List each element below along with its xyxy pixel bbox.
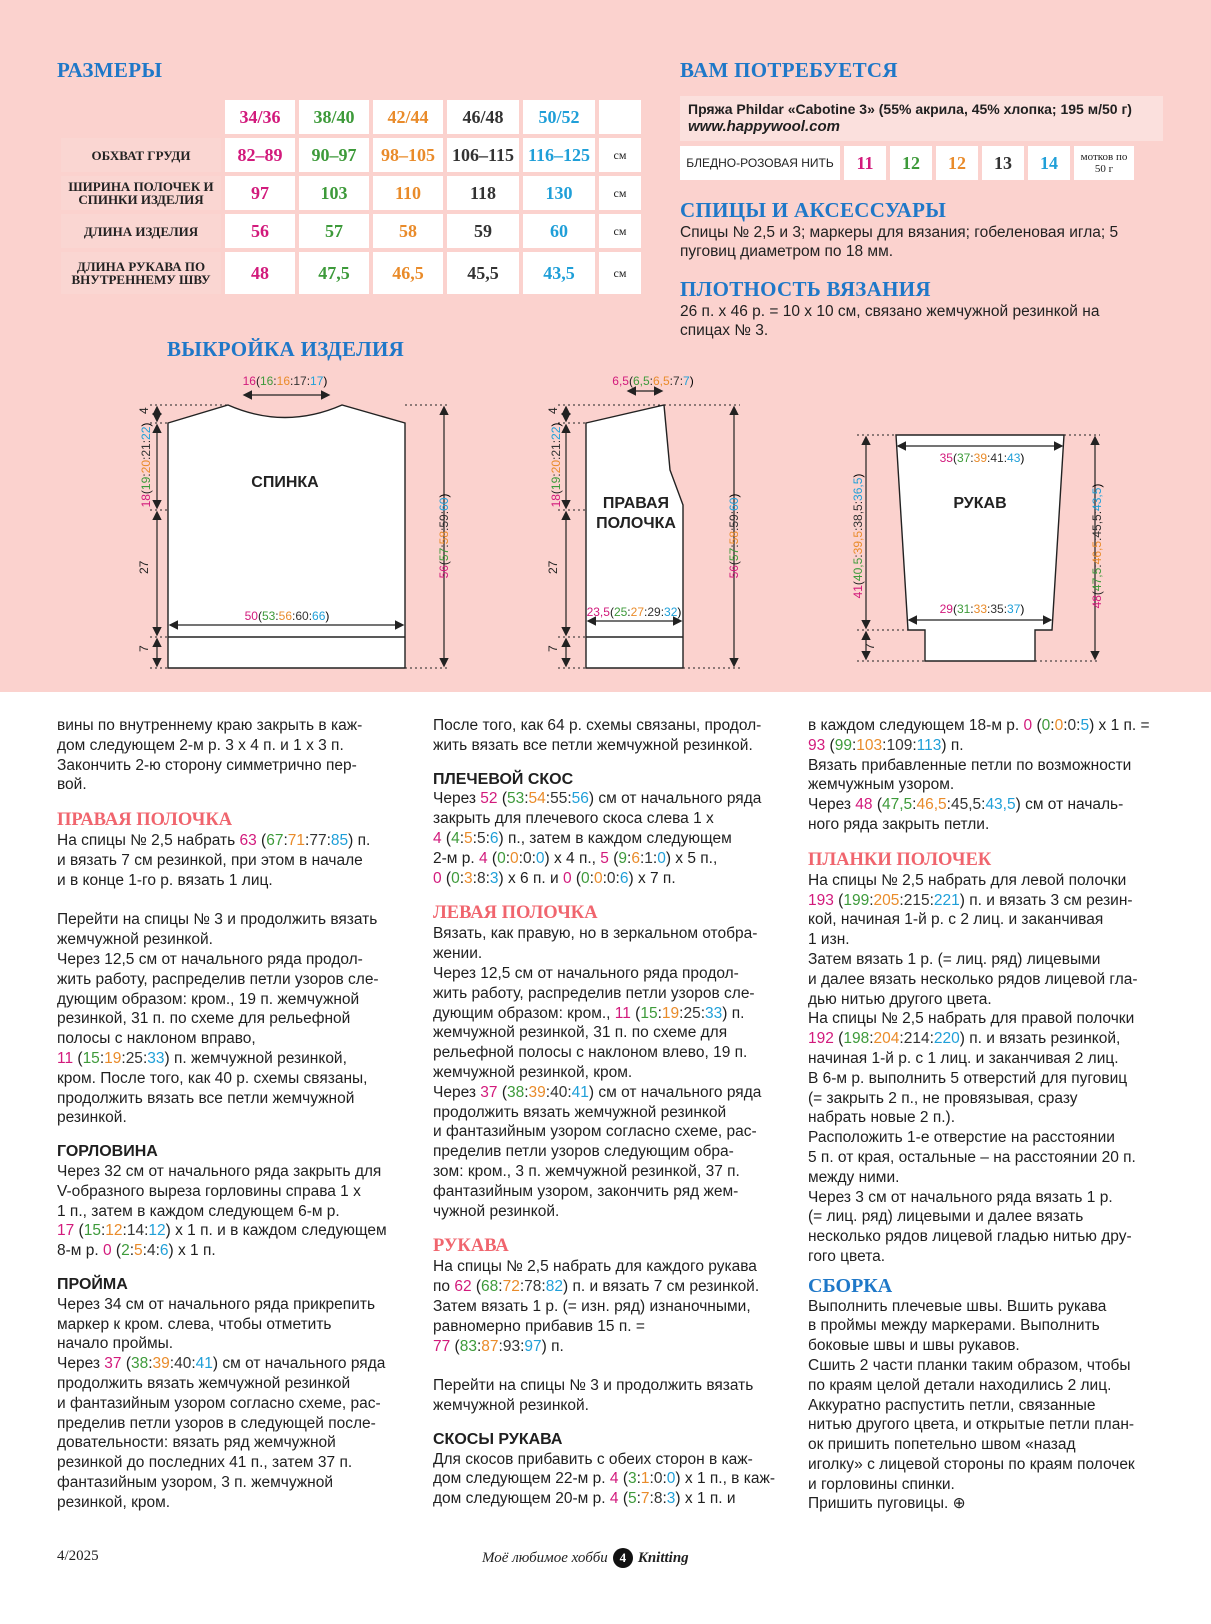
dim-part: ( [139,490,153,495]
dim-part: 60 [295,609,309,623]
section-heading: ПРОЙМА [57,1275,128,1293]
paragraph: На спицы № 2,5 набрать 63 (67:71:77:85) п. и вязать 7 см резинкой, при этом в начале и в конце 1-го р. вязать 1 лиц. Перейти на спицы № 3 и продолжить вязать жемчужной резинкой. Через 12,5 см от начального ряда продол- жить работу, распределив петли узоров сле- дующим образом: кром., 19 п. жемчужной резинкой, 31 п. по схеме для рельефной полосы с наклоном вправо, 11 (15:19:25:33) п. жемчужной резинкой, кром. После того, как 40 р. схемы связаны, продолжить вязать все петли жемчужной резинкой. [57,832,379,1127]
paragraph: Через 52 (53:54:55:56) см от начального ряда закрыть для плечевого скоса слева 1 х 4 (4:5:5:6) п., затем в каждом следующем 2-м р. 4 (0:0:0:0) х 4 п., 5 (9:6:1:0) х 5 п., 0 (0:3:8:3) х 6 п. и 0 (0:0:0:6) х 7 п. [433,790,762,887]
dim-part: 60 [437,497,451,511]
size-value: 46,5 [373,252,443,294]
needs-title: ВАМ ПОТРЕБУЕТСЯ [680,58,898,82]
dim-part: : [727,544,741,548]
dim-part: 56 [437,565,451,579]
paragraph: Вязать, как правую, но в зеркальном отобра- жении. Через 12,5 см от начального ряда продол- жить работу, распределив петли узоров сле- дующим образом: кром., 11 (15:19:25:33) п. жемчужной резинкой, 31 п. по схеме для рельефной полосы с наклоном влево, 19 п. жемчужной резинкой, кром. Через 37 (38:39:40:41) см от начального ряда продолжить вязать жемчужной резинкой и фантазийным узором согласно схеме, рас- пределив петли узоров следующим обра- зом: кром., 3 п. жемчужной резинкой, 37 п. фантазийным узором, закончить ряд жем- чужной резинкой. [433,925,762,1220]
dim-part: ( [952,602,957,616]
paragraph: Выполнить плечевые швы. Вшить рукава в проймы между маркерами. Выполнить боковые швы и швы рукавов. Сшить 2 части планки таким образом, чтобы по краям целой детали находились 2 лиц. Аккуратно распустить петли, связанные нитью другого цвета, и открытые петли план- ок пришить попетельно швом «назад иголку» с лицевой стороны по краям полочек и горловины спинки. Пришить пуговицы. ⊕ [808,1297,1135,1513]
dim-part: : [727,510,741,515]
dim-part: 16 [259,374,274,388]
dim-part: : [1090,537,1104,541]
dim-part: 41 [990,451,1004,465]
dim-part: 46,5 [1090,540,1104,565]
dim-part: 32 [664,605,678,619]
dim-part: : [290,374,294,388]
dim-back-neck [243,374,328,388]
dim-back-width [245,609,330,623]
dim-back-length [437,494,451,579]
dim-part: : [549,439,563,444]
dim-part: : [139,439,153,444]
text-column-3 [808,716,1168,1514]
dim-4: 4 [546,407,560,414]
dim-part: ) [1020,451,1025,465]
unit-label: см [599,214,641,248]
dim-part: 41 [851,585,865,599]
size-value: 97 [225,176,295,210]
size-value: 45,5 [447,252,519,294]
size-header-5: 50/52 [523,100,595,134]
dim-part: 22 [549,426,563,440]
text-column-1 [57,716,402,1512]
dim-part: ( [628,374,633,388]
dim-part: 22 [139,426,153,440]
dim-part: 53 [261,609,276,623]
dim-front-armhole [549,423,563,508]
dim-part: : [660,605,665,619]
dim-part: : [1003,602,1008,616]
size-value: 43,5 [523,252,595,294]
dim-part: 19 [139,476,153,491]
dim-part: ) [323,374,328,388]
dim-part: : [437,544,451,548]
dim-part: 35 [990,602,1004,616]
section-heading: ПЛАНКИ ПОЛОЧЕК [808,849,992,870]
row-label: ДЛИНА ИЗДЕЛИЯ [61,214,221,248]
dim-part: 29 [647,605,661,619]
dim-part: ( [851,581,865,586]
dim-part: : [649,374,653,388]
dim-part: 31 [956,602,971,616]
dim-part: 7 [673,374,680,388]
dim-7: 7 [546,645,560,652]
dim-part: 18 [549,494,563,508]
size-value: 130 [523,176,595,210]
dim-part: 35 [939,451,953,465]
tools-text: Спицы № 2,5 и 3; маркеры для вязания; гобеленовая игла; 5 пуговиц диаметром по 18 мм. [680,224,1119,260]
dim-part: 6,5 [612,374,629,388]
front-label-2: ПОЛОЧКА [596,515,676,532]
dim-part: : [679,374,684,388]
dim-part: : [275,609,279,623]
gauge-text: 26 п. х 46 р. = 10 х 10 см, связано жемчужной резинкой на спицах № 3. [680,303,1100,339]
skein-value: 13 [982,146,1024,180]
dim-part: ) [549,422,563,427]
dim-part: 43 [1007,451,1021,465]
row-label: ОБХВАТ ГРУДИ [61,138,221,172]
dim-part: ( [1090,591,1104,596]
dim-part: 57 [437,547,451,562]
dim-part: 36,5 [851,477,865,501]
back-piece-shape [168,405,405,668]
dim-part: : [627,605,631,619]
dim-part: ( [727,561,741,566]
size-value: 60 [523,214,595,248]
dim-part: : [851,554,865,558]
dim-part: 47,5 [1090,567,1104,592]
paragraph: Через 32 см от начального ряда закрыть для V-образного выреза горловины справа 1 х 1 п., затем в каждом следующем 6-м р. 17 (15:12:14:12) х 1 п. и в каждом следующем 8-м р. 0 (2:5:4:6) х 1 п. [57,1162,387,1260]
dim-part: : [987,451,991,465]
pattern-diagrams [0,350,1211,692]
section-heading: ГОРЛОВИНА [57,1143,158,1161]
sleeve-piece-shape [896,435,1064,661]
dim-part: 6,5 [632,374,650,388]
back-label: СПИНКА [251,474,319,491]
pattern-title: ВЫКРОЙКА ИЗДЕЛИЯ [167,337,405,361]
dim-part: 7 [683,374,690,388]
dim-part: : [549,473,563,477]
dim-front-width [587,605,682,619]
dim-part: : [669,374,674,388]
magazine-badge: 4 [613,1548,633,1568]
dim-part: 50 [244,609,258,623]
size-header-2: 38/40 [299,100,369,134]
dim-part: 40,5 [851,557,865,582]
size-value: 57 [299,214,369,248]
section-heading: ПЛЕЧЕВОЙ СКОС [433,770,574,788]
dim-part: ( [255,374,260,388]
dim-part: 56 [278,609,293,623]
dim-part: 23,5 [586,605,610,619]
dim-part: 39 [973,451,988,465]
skein-value: 11 [844,146,886,180]
sleeve-label: РУКАВ [953,495,1007,512]
yarn-box [680,96,1163,141]
dim-part: 37 [1007,602,1021,616]
dim-part: : [970,602,974,616]
unit-label: см [599,176,641,210]
size-value: 118 [447,176,519,210]
skein-value: 14 [1028,146,1070,180]
skein-value: 12 [890,146,932,180]
dim-part: ) [1020,602,1025,616]
magazine-section: Knitting [637,1549,689,1566]
dim-part: : [970,451,974,465]
sizes-title: РАЗМЕРЫ [57,58,163,82]
dim-part: 60 [727,497,741,511]
dim-sleeve-top [940,451,1025,465]
dim-part: 17 [293,374,307,388]
dim-part: 57 [727,547,741,562]
dim-part: : [139,473,153,477]
dim-part: ( [952,451,957,465]
dim-27: 27 [137,560,151,574]
dim-part: : [727,527,741,531]
dim-part: 6,5 [652,374,670,388]
dim-part: : [851,500,865,505]
paragraph: На спицы № 2,5 набрать для левой полочки 193 (199:205:215:221) п. и вязать 3 см резин- кой, начиная 1-й р. с 2 лиц. и заканчивая 1 изн. Затем вязать 1 р. (= лиц. ряд) лицевыми и далее вязать несколько рядов лицевой гла- дью нитью другого цвета. На спицы № 2,5 набрать для правой полочки 192 (198:204:214:220) п. и вязать резинкой, начиная 1-й р. с 1 лиц. и заканчивая 2 лиц. В 6-м р. выполнить 5 отверстий для пуговиц (= закрыть 2 п., не провязывая, сразу набрать новые 2 п.). Расположить 1-е отверстие на расстоянии 5 п. от края, остальные – на расстоянии 20 п. между ними. Через 3 см от начального ряда вязать 1 р. (= лиц. ряд) лицевыми и далее вязать несколько рядов лицевой гладью нитью дру- гого цвета. [808,871,1138,1265]
dim-part: ( [609,605,614,619]
dim-part: 58 [437,530,451,545]
dim-part: 56 [727,565,741,579]
size-header-3: 42/44 [373,100,443,134]
yarn-website: www.happywool.com [688,118,840,135]
dim-sleeve-left [851,474,865,599]
section-heading: ЛЕВАЯ ПОЛОЧКА [433,903,598,924]
dim-part: 43,5 [1090,487,1104,511]
size-value: 98–105 [373,138,443,172]
dim-front-length [727,494,741,579]
dim-part: : [273,374,277,388]
dim-part: ) [851,473,865,478]
paragraph: На спицы № 2,5 набрать для каждого рукава по 62 (68:72:78:82) п. и вязать 7 см резинкой. Затем вязать 1 р. (= изн. ряд) изнаночными, равномерно прибавив 15 п. = 77 (83:87:93:97) п. Перейти на спицы № 3 и продолжить вязать жемчужной резинкой. [433,1258,760,1414]
paragraph: Через 34 см от начального ряда прикрепить маркер к кром. слева, чтобы отметить начало проймы. Через 37 (38:39:40:41) см от начального ряда продолжить вязать жемчужной резинкой и фантазийным узором согласно схеме, рас- пределив петли узоров в следующей после- довательности: вязать ряд жемчужной резинкой до последних 41 п., затем 37 п. фантазийным узором, 3 п. жемчужной резинкой, кром. [57,1295,386,1511]
dim-sleeve-bottom [940,602,1025,616]
dim-sleeve-right [1090,484,1104,609]
dim-part: 45,5 [1090,514,1104,538]
dim-part: 38,5 [851,504,865,528]
dim-front-shoulder [612,374,693,388]
size-value: 59 [447,214,519,248]
tools-title: СПИЦЫ И АКСЕССУАРЫ [680,198,947,222]
dim-part: ( [257,609,262,623]
dim-part: 20 [549,459,563,474]
gauge-title: ПЛОТНОСТЬ ВЯЗАНИЯ [680,277,931,301]
section-heading: СБОРКА [808,1274,893,1297]
dim-part: 19 [549,476,563,491]
dim-part: : [1090,510,1104,515]
front-piece-shape [586,405,683,668]
dim-part: ) [139,422,153,427]
paragraph: вины по внутреннему краю закрыть в каж- дом следующем 2-м р. 3 х 4 п. и 1 х 3 п. Закончить 2-ю сторону симметрично пер- вой. [57,717,363,794]
paragraph: После того, как 64 р. схемы связаны, продол- жить вязать все петли жемчужной резинкой. [433,717,762,754]
dim-part: 21 [139,443,153,457]
size-value: 103 [299,176,369,210]
dim-part: 48 [1090,595,1104,609]
size-value: 47,5 [299,252,369,294]
dim-part: : [644,605,648,619]
dim-back-armhole [139,423,153,508]
dim-part: 59 [727,514,741,528]
dim-part: : [306,374,311,388]
dim-part: ) [689,374,694,388]
dim-part: 37 [956,451,971,465]
row-label: ШИРИНА ПОЛОЧЕК И СПИНКИ ИЗДЕЛИЯ [61,176,221,210]
skein-unit: мотков по 50 г [1074,146,1134,180]
dim-part: : [1003,451,1008,465]
dim-part: 25 [613,605,628,619]
dim-part: ) [325,609,330,623]
dim-part: : [437,510,451,515]
dim-part: 66 [312,609,326,623]
dim-part: ) [1090,483,1104,488]
dim-part: : [139,456,153,460]
size-value: 90–97 [299,138,369,172]
dim-part: 21 [549,443,563,457]
issue-number: 4/2025 [57,1548,99,1564]
dim-part: 39,5 [851,530,865,555]
front-label-1: ПРАВАЯ [602,495,670,512]
size-value: 106–115 [447,138,519,172]
size-header-1: 34/36 [225,100,295,134]
dim-part: 33 [973,602,988,616]
dim-part: : [292,609,296,623]
size-value: 48 [225,252,295,294]
section-heading: РУКАВА [433,1236,509,1257]
dim-part: ) [437,493,451,498]
dim-part: : [549,456,563,460]
dim-part: : [308,609,313,623]
paragraph: Для скосов прибавить с обеих сторон в каж- дом следующем 22-м р. 4 (3:1:0:0) х 1 п., в каж- дом следующем 20-м р. 4 (5:7:8:3) х 1 п. и [433,1450,775,1508]
row-label: ДЛИНА РУКАВА ПО ВНУТРЕННЕМУ ШВУ [61,252,221,294]
yarn-text: Пряжа Phildar «Cabotine 3» (55% акрила, 45% хлопка; 195 м/50 г) [688,101,1132,117]
size-value: 56 [225,214,295,248]
color-label: БЛЕДНО-РОЗОВАЯ НИТЬ [680,146,840,180]
dim-part: : [987,602,991,616]
dim-part: 59 [437,514,451,528]
size-value: 82–89 [225,138,295,172]
size-value: 116–125 [523,138,595,172]
dim-4: 4 [137,407,151,414]
dim-part: ) [677,605,682,619]
dim-part: 58 [727,530,741,545]
dim-part: 18 [139,494,153,508]
section-heading: СКОСЫ РУКАВА [433,1430,563,1448]
skein-value: 12 [936,146,978,180]
dim-part: ) [727,493,741,498]
size-value: 110 [373,176,443,210]
dim-27: 27 [546,560,560,574]
section-heading: ПРАВАЯ ПОЛОЧКА [57,810,233,831]
dim-part: : [437,527,451,531]
dim-part: : [851,527,865,531]
text-column-2 [433,716,788,1509]
dim-7: 7 [137,645,151,652]
dim-part: : [1090,564,1104,568]
dim-part: ( [549,490,563,495]
dim-part: ( [437,561,451,566]
size-header-4: 46/48 [447,100,519,134]
magazine-footer [482,1548,689,1568]
sizes-table [57,96,645,298]
dim-part: 20 [139,459,153,474]
unit-label: см [599,252,641,294]
unit-label: см [599,138,641,172]
skeins-table [680,146,1134,180]
dim-part: 27 [630,605,645,619]
dim-7: 7 [863,643,877,650]
dim-part: 17 [310,374,324,388]
dim-part: 16 [276,374,291,388]
dim-part: 29 [939,602,953,616]
dim-part: 16 [242,374,256,388]
size-value: 58 [373,214,443,248]
magazine-name: Моё любимое хобби [482,1549,608,1566]
paragraph: в каждом следующем 18-м р. 0 (0:0:0:5) х 1 п. = 93 (99:103:109:113) п. Вязать прибавленные петли по возможности жемчужным узором. Через 48 (47,5:46,5:45,5:43,5) см от началь- ного ряда закрыть петли. [808,717,1150,833]
